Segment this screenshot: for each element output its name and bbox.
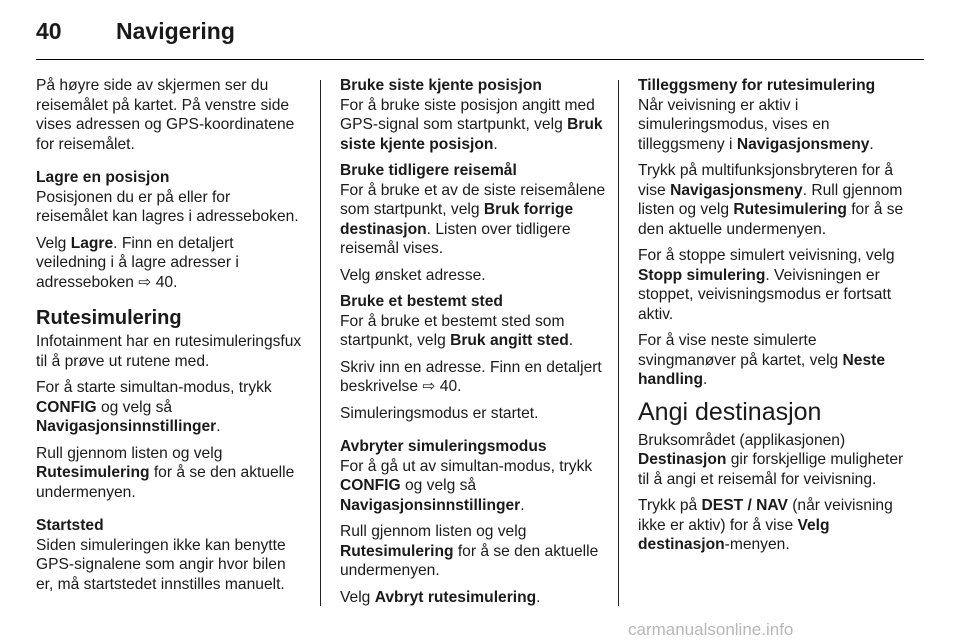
section-heading-rutesimulering: Rutesimulering bbox=[36, 307, 182, 329]
destination-paragraph: Bruksområdet (applikasjonen) Destinasjon gir forskjellige muligheter til å angi et reisemål for veivisning. bbox=[638, 431, 904, 488]
section-heading-extra-menu: Tilleggsmeny for rutesimulering bbox=[638, 77, 876, 94]
save-paragraph: Posisjonen du er på eller for reisemålet kan lagres i adresseboken. bbox=[36, 188, 299, 225]
header-rule bbox=[36, 59, 924, 60]
sim-start-instructions: For å starte simultan-modus, trykk CONFIG og velg så Navigasjonsinnstillinger. bbox=[36, 379, 272, 435]
column-left bbox=[36, 76, 304, 601]
page-title: Navigering bbox=[116, 18, 235, 44]
section-heading-abort: Avbryter simuleringsmodus bbox=[340, 438, 547, 455]
abort-paragraph: For å gå ut av simultan-modus, trykk CONFIG og velg så Navigasjonsinnstillinger. bbox=[340, 457, 593, 514]
abort-select-paragraph: Velg Avbryt rutesimulering. bbox=[340, 588, 541, 606]
next-paragraph: For å vise neste simulerte svingmanøver på kartet, velg Neste handling. bbox=[638, 332, 886, 388]
column-middle bbox=[340, 76, 608, 614]
abort-scroll-paragraph: Rull gjennom listen og velg Rutesimulering for å se den aktuelle undermenyen. bbox=[340, 523, 599, 579]
sim-intro: Infotainment har en rutesimuleringsfux til å prøve ut rutene med. bbox=[36, 333, 302, 370]
column-divider bbox=[320, 80, 321, 606]
intro-paragraph: På høyre side av skjermen ser du reisemålet på kartet. På venstre side vises adressen og GPS-koordinatene for reisemålet. bbox=[36, 77, 295, 153]
specific-place-paragraph: For å bruke et bestemt sted som startpunkt, velg Bruk angitt sted. bbox=[340, 312, 574, 349]
previous-destination-paragraph: For å bruke et av de siste reisemålene som startpunkt, velg Bruk forrige destinasjon. Listen over tidligere reisemål vises. bbox=[340, 181, 606, 257]
page-ref-icon: ⇨ bbox=[422, 378, 436, 395]
sim-started-paragraph: Simuleringsmodus er startet. bbox=[340, 404, 539, 422]
extra-menu-paragraph: Når veivisning er aktiv i simuleringsmodus, vises en tilleggsmeny i Navigasjonsmeny. bbox=[638, 96, 874, 153]
press-paragraph: Trykk på multifunksjonsbryteren for å vise Navigasjonsmeny. Rull gjennom listen og velg Rutesimulering for å se den aktuelle undermenyen. bbox=[638, 162, 904, 238]
section-heading-last-position: Bruke siste kjente posisjon bbox=[340, 77, 542, 94]
stop-paragraph: For å stoppe simulert veivisning, velg Stopp simulering. Veivisningen er stoppet, veivisningsmodus er fortsatt aktiv. bbox=[638, 247, 895, 323]
page-header bbox=[0, 0, 960, 60]
column-divider bbox=[618, 80, 619, 606]
sim-scroll-instructions: Rull gjennom listen og velg Rutesimulering for å se den aktuelle undermenyen. bbox=[36, 444, 295, 501]
watermark: carmanualsonline.info bbox=[628, 620, 794, 639]
enter-address-paragraph: Skriv inn en adresse. Finn en detaljert beskrivelse ⇨ 40. bbox=[340, 358, 602, 395]
last-position-paragraph: For å bruke siste posisjon angitt med GPS-signal som startpunkt, velg Bruk siste kjente posisjon. bbox=[340, 96, 603, 153]
menu-option-lagre: Lagre bbox=[70, 234, 114, 252]
startsted-paragraph: Siden simuleringen ikke kan benytte GPS-signalene som angir hvor bilen er, må startstedet innstilles manuelt. bbox=[36, 536, 286, 593]
page-ref-icon: ⇨ bbox=[138, 273, 152, 291]
column-right bbox=[638, 76, 906, 562]
section-heading-specific-place: Bruke et bestemt sted bbox=[340, 293, 503, 310]
save-instructions: Velg Lagre. Finn en detaljert veiledning i å lagre adresser i adresseboken ⇨ 40. bbox=[36, 234, 239, 291]
section-heading-startsted: Startsted bbox=[36, 517, 104, 534]
section-heading-save: Lagre en posisjon bbox=[36, 169, 170, 186]
section-heading-angi-destinasjon: Angi destinasjon bbox=[638, 397, 822, 426]
section-heading-previous-destination: Bruke tidligere reisemål bbox=[340, 162, 517, 179]
page-number: 40 bbox=[36, 18, 62, 44]
destination-press-paragraph: Trykk på DEST / NAV (når veivisning ikke er aktiv) for å vise Velg destinasjon-menyen. bbox=[638, 497, 893, 553]
select-address-paragraph: Velg ønsket adresse. bbox=[340, 266, 486, 284]
